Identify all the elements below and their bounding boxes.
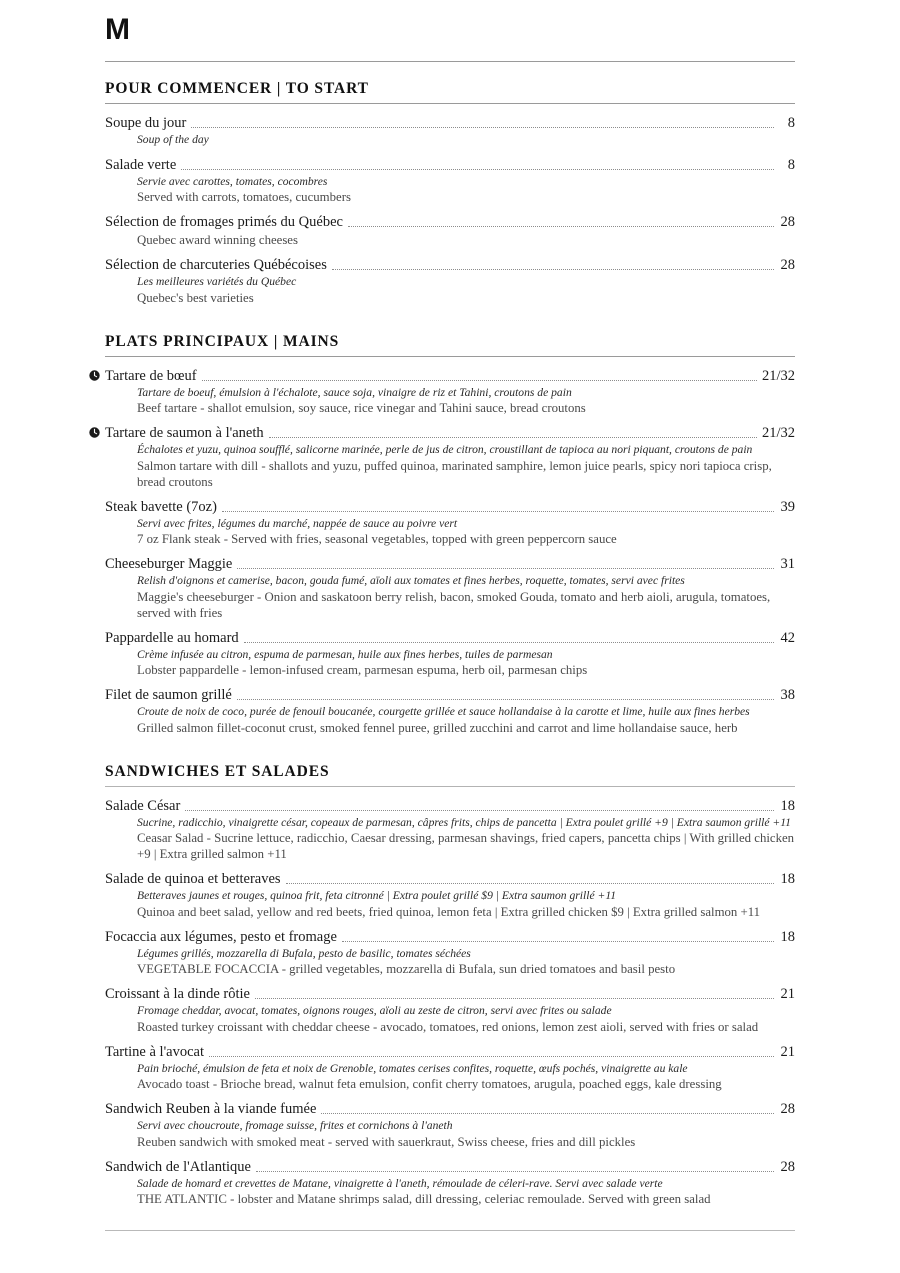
menu-item-name: Tartare de saumon à l'aneth — [105, 425, 264, 441]
menu-item-name: Salade César — [105, 797, 181, 814]
menu-item-title-row — [105, 257, 795, 274]
bottom-spacer — [0, 1216, 900, 1230]
menu-item[interactable] — [105, 687, 795, 736]
description-en: Lobster pappardelle - lemon-infused cream, parmesan espuma, herb oil, parmesan chips — [137, 663, 588, 677]
section-items — [105, 104, 795, 306]
menu-item-name: Sandwich Reuben à la viande fumée — [105, 1101, 317, 1117]
dot-leader — [202, 369, 757, 383]
menu-item-description — [105, 274, 795, 306]
menu-item-name: Sandwich de l'Atlantique — [105, 1158, 251, 1175]
menu-item-description — [105, 1176, 795, 1208]
menu-item-name: Focaccia aux légumes, pesto et fromage — [105, 928, 337, 945]
description-fr: Servi avec frites, légumes du marché, nappée de sauce au poivre vert — [137, 516, 458, 530]
menu-item-description — [105, 174, 795, 206]
dot-leader — [321, 1102, 774, 1116]
dot-leader — [269, 426, 757, 440]
menu-item-description — [105, 573, 795, 621]
menu-item-price: 39 — [780, 498, 795, 515]
dot-leader — [256, 1160, 774, 1174]
menu-item-description — [105, 385, 795, 417]
description-fr: Échalotes et yuzu, quinoa soufflé, salicorne marinée, perle de jus de citron, croustillant de tapioca au nori piquant, croutons de pain — [137, 443, 753, 456]
description-en: Quinoa and beet salad, yellow and red beets, fried quinoa, lemon feta | Extra grilled chicken $9 | Extra grilled salmon +11 — [137, 904, 761, 919]
description-en: VEGETABLE FOCACCIA - grilled vegetables, mozzarella di Bufala, sun dried tomatoes and basil pesto — [137, 962, 676, 976]
menu-item-price: 28 — [780, 257, 795, 273]
description-en: Quebec's best varieties — [137, 290, 254, 305]
menu-item-description — [105, 442, 795, 490]
menu-item-price: 31 — [780, 556, 795, 572]
dot-leader — [348, 215, 774, 229]
description-en: Grilled salmon fillet-coconut crust, smoked fennel puree, grilled zucchini and carrot and lime hollandaise sauce, herb — [137, 720, 738, 735]
menu-item-title-row — [105, 214, 795, 231]
menu-item[interactable] — [105, 986, 795, 1035]
menu-item-name: Salade verte — [105, 156, 177, 173]
description-fr: Crème infusée au citron, espuma de parmesan, huile aux fines herbes, tuiles de parmesan — [137, 647, 553, 661]
menu-item-price: 8 — [787, 156, 795, 173]
menu-item-description — [105, 888, 795, 920]
menu-item[interactable] — [105, 257, 795, 306]
description-fr: Fromage cheddar, avocat, tomates, oignons rouges, aïoli au zeste de citron, servi avec frites ou salade — [137, 1004, 612, 1017]
dot-leader — [255, 987, 774, 1001]
description-fr: Légumes grillés, mozzarella di Bufala, pesto de basilic, tomates séchées — [137, 946, 471, 960]
menu-item-name: Steak bavette (7oz) — [105, 498, 217, 515]
menu-item-name: Filet de saumon grillé — [105, 687, 232, 703]
menu-item-price: 18 — [780, 871, 795, 887]
description-en: Served with carrots, tomatoes, cucumbers — [137, 190, 351, 204]
section-items — [105, 357, 795, 736]
menu-item-title-row — [105, 630, 795, 647]
menu-item-title-row — [105, 871, 795, 888]
dot-leader — [244, 631, 774, 645]
dot-leader — [191, 116, 774, 130]
menu-item[interactable] — [105, 1159, 795, 1208]
raw-food-warning-icon — [88, 370, 101, 381]
menu-item-description — [105, 704, 795, 736]
dot-leader — [237, 557, 774, 571]
menu-item[interactable] — [105, 425, 795, 490]
dot-leader — [222, 500, 774, 514]
menu-item[interactable] — [105, 368, 795, 417]
menu-section-sandwiches-salads — [0, 745, 900, 1208]
description-en: Salmon tartare with dill - shallots and yuzu, puffed quinoa, marinated samphire, lemon juice pearls, spicy nori tapioca crisp, bread croutons — [137, 458, 772, 489]
dot-leader — [237, 688, 774, 702]
menu-item-description — [105, 231, 795, 248]
menu-sections — [0, 62, 900, 1207]
menu-item-price: 28 — [780, 1158, 795, 1175]
footer-divider — [105, 1230, 795, 1231]
description-fr: Croute de noix de coco, purée de fenouil boucanée, courgette grillée et sauce hollandaise à la carotte et lime, huile aux fines herbes — [137, 705, 750, 718]
menu-item-title-row — [105, 687, 795, 704]
menu-item-name: Croissant à la dinde rôtie — [105, 986, 250, 1002]
menu-item-name: Cheeseburger Maggie — [105, 556, 233, 572]
description-en: Roasted turkey croissant with cheddar cheese - avocado, tomatoes, red onions, lemon zest aioli, served with fries or salad — [137, 1019, 759, 1034]
menu-item-title-row — [105, 929, 795, 946]
menu-item[interactable] — [105, 115, 795, 148]
menu-item-price: 28 — [780, 1101, 795, 1117]
description-en: Maggie's cheeseburger - Onion and saskatoon berry relish, bacon, smoked Gouda, tomato and herb aioli, arugula, tomatoes, served with fries — [137, 589, 771, 620]
menu-item-title-row — [105, 368, 795, 385]
menu-item-price: 38 — [780, 687, 795, 703]
menu-item[interactable] — [105, 929, 795, 978]
menu-item[interactable] — [105, 556, 795, 621]
dot-leader — [286, 872, 774, 886]
description-fr: Servie avec carottes, tomates, cocombres — [137, 174, 328, 188]
raw-food-warning-icon — [88, 427, 101, 438]
menu-item-price: 18 — [780, 797, 795, 814]
menu-item[interactable] — [105, 499, 795, 548]
menu-item-title-row — [105, 157, 795, 174]
menu-item-description — [105, 1003, 795, 1035]
menu-item-name: Sélection de fromages primés du Québec — [105, 214, 343, 230]
menu-item[interactable] — [105, 798, 795, 863]
menu-section-to-start — [0, 62, 900, 306]
menu-item-price: 21/32 — [761, 425, 795, 441]
description-fr: Betteraves jaunes et rouges, quinoa frit, feta citronné | Extra poulet grillé $9 | Extra saumon grillé +11 — [137, 889, 617, 902]
dot-leader — [209, 1045, 774, 1059]
section-heading: SANDWICHES ET SALADES — [105, 762, 330, 780]
menu-item-name: Sélection de charcuteries Québécoises — [105, 257, 327, 273]
menu-item[interactable] — [105, 871, 795, 920]
description-en: THE ATLANTIC - lobster and Matane shrimps salad, dill dressing, celeriac remoulade. Served with green salad — [137, 1192, 711, 1206]
description-fr: Sucrine, radicchio, vinaigrette césar, copeaux de parmesan, câpres frits, chips de pancetta | Extra poulet grillé +9 | Extra saumon grillé +11 — [137, 815, 791, 829]
menu-item-description — [105, 516, 795, 548]
menu-item-title-row — [105, 499, 795, 516]
description-en: Reuben sandwich with smoked meat - served with sauerkraut, Swiss cheese, fries and dill pickles — [137, 1134, 636, 1149]
menu-item-title-row — [105, 986, 795, 1003]
menu-item-description — [105, 1118, 795, 1150]
dot-leader — [332, 258, 774, 272]
description-en: Avocado toast - Brioche bread, walnut feta emulsion, confit cherry tomatoes, arugula, poached eggs, kale dressing — [137, 1077, 722, 1091]
description-fr: Soup of the day — [137, 133, 209, 146]
menu-item-name: Tartare de bœuf — [105, 367, 197, 384]
logo-container — [0, 0, 900, 46]
menu-item-title-row — [105, 115, 795, 132]
restaurant-logo: M — [105, 13, 130, 46]
dot-leader — [185, 799, 774, 813]
menu-item[interactable] — [105, 630, 795, 679]
menu-item-title-row — [105, 425, 795, 442]
section-heading: POUR COMMENCER | TO START — [105, 80, 369, 97]
description-en: Ceasar Salad - Sucrine lettuce, radicchio, Caesar dressing, parmesan shavings, fried capers, pancetta chips | With grilled chicken +9 | Extra grilled salmon +11 — [137, 831, 795, 861]
menu-item-description — [105, 1061, 795, 1093]
menu-item-price: 8 — [787, 115, 795, 131]
menu-item-name: Soupe du jour — [105, 115, 187, 131]
description-fr: Relish d'oignons et camerise, bacon, gouda fumé, aïoli aux tomates et fines herbes, roquette, tomates, servi avec frites — [137, 574, 685, 587]
menu-item-name: Salade de quinoa et betteraves — [105, 871, 281, 887]
menu-item[interactable] — [105, 214, 795, 248]
menu-item-price: 28 — [780, 214, 795, 230]
description-fr: Servi avec choucroute, fromage suisse, frites et cornichons à l'aneth — [137, 1119, 453, 1132]
menu-item-name: Tartine à l'avocat — [105, 1043, 205, 1060]
menu-item-title-row — [105, 798, 795, 815]
menu-item-price: 21 — [780, 986, 795, 1002]
menu-item-price: 42 — [780, 629, 795, 646]
menu-item-title-row — [105, 1044, 795, 1061]
description-en: 7 oz Flank steak - Served with fries, seasonal vegetables, topped with green peppercorn sauce — [137, 532, 617, 546]
menu-item-name: Pappardelle au homard — [105, 629, 239, 646]
menu-section-mains — [0, 315, 900, 736]
menu-item[interactable] — [105, 1101, 795, 1150]
description-en: Quebec award winning cheeses — [137, 233, 298, 247]
description-fr: Tartare de boeuf, émulsion à l'échalote, sauce soja, vinaigre de riz et Tahini, croutons de pain — [137, 385, 572, 399]
description-fr: Pain brioché, émulsion de feta et noix de Grenoble, tomates cerises confites, roquette, œufs pochés, vinaigrette au kale — [137, 1061, 688, 1075]
description-en: Beef tartare - shallot emulsion, soy sauce, rice vinegar and Tahini sauce, bread croutons — [137, 401, 586, 415]
menu-item-description — [105, 132, 795, 148]
dot-leader — [181, 158, 774, 172]
menu-item-description — [105, 946, 795, 978]
menu-item-price: 18 — [780, 928, 795, 945]
dot-leader — [342, 930, 774, 944]
menu-item[interactable] — [105, 157, 795, 206]
menu-item-description — [105, 647, 795, 679]
menu-item-title-row — [105, 1101, 795, 1118]
menu-item-description — [105, 815, 795, 863]
section-heading: PLATS PRINCIPAUX | MAINS — [105, 332, 340, 350]
menu-item[interactable] — [105, 1044, 795, 1093]
menu-item-title-row — [105, 556, 795, 573]
section-items — [105, 787, 795, 1208]
menu-item-price: 21 — [780, 1043, 795, 1060]
description-fr: Salade de homard et crevettes de Matane, vinaigrette à l'aneth, rémoulade de céleri-rave. Servi avec salade verte — [137, 1176, 663, 1190]
menu-item-title-row — [105, 1159, 795, 1176]
description-fr: Les meilleures variétés du Québec — [137, 275, 297, 288]
menu-item-price: 21/32 — [761, 367, 795, 384]
